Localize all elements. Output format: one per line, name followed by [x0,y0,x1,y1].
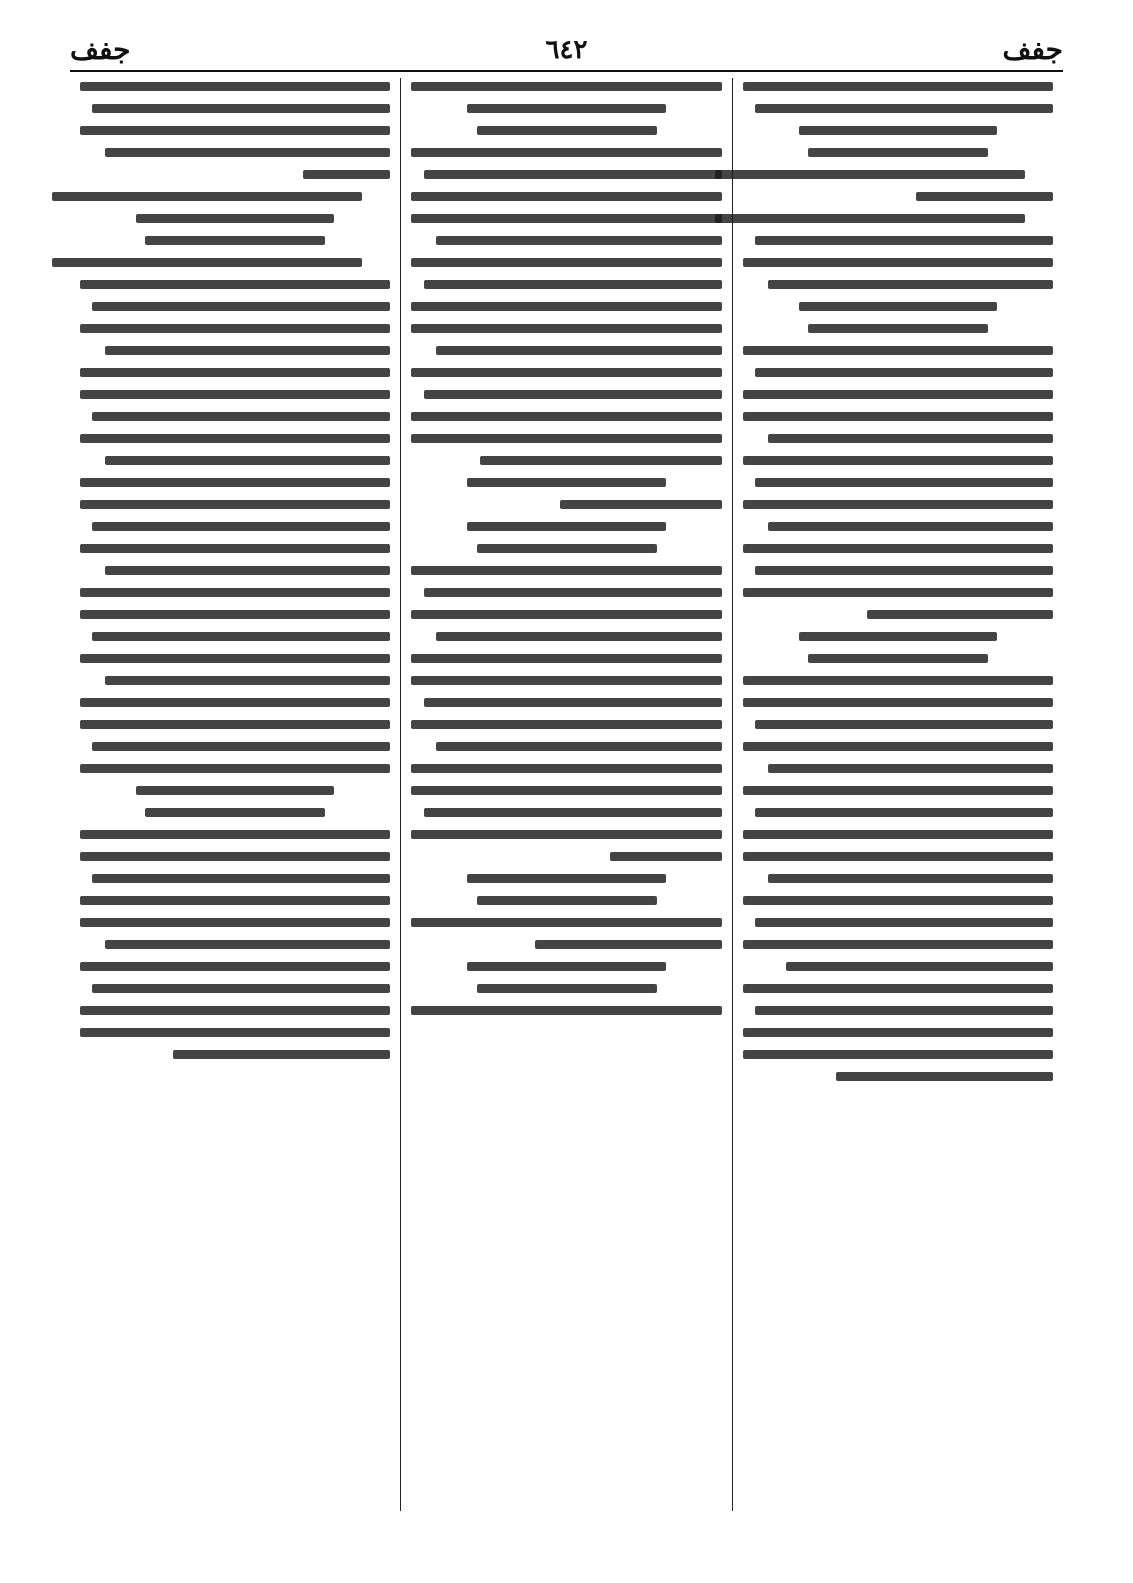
text-line [768,434,1054,443]
verse-line [136,786,335,795]
verse-line [145,236,325,245]
text-line [755,478,1053,487]
text-line [80,896,390,905]
text-line [411,764,721,773]
verse-line [136,214,335,223]
text-line [411,192,721,201]
text-line [80,500,390,509]
text-line [743,676,1053,685]
text-line [755,236,1053,245]
text-line [105,346,391,355]
text-line [80,478,390,487]
text-line [755,808,1053,817]
text-line [80,830,390,839]
text-line [755,1006,1053,1015]
text-line [92,412,390,421]
text-line [80,368,390,377]
text-line [411,566,721,575]
text-line [743,786,1053,795]
text-line [80,1028,390,1037]
text-line [411,654,721,663]
text-line [105,148,391,157]
text-line [755,104,1053,113]
text-line [411,302,721,311]
text-line [173,1050,390,1059]
text-line [52,192,362,201]
text-line [610,852,722,861]
column-left [70,78,400,1511]
text-line [768,874,1054,883]
text-line [80,852,390,861]
page-body [70,78,1063,1511]
text-line [424,698,722,707]
text-line [92,302,390,311]
column-divider [732,78,733,1511]
text-line [80,280,390,289]
text-line [92,742,390,751]
text-line [436,236,722,245]
text-line [768,280,1054,289]
text-line [743,830,1053,839]
verse-line [467,874,666,883]
text-line [743,544,1053,553]
text-line [52,258,362,267]
text-line [743,412,1053,421]
text-line [411,148,721,157]
verse-line [808,148,988,157]
verse-line [799,302,998,311]
text-line [80,324,390,333]
text-line [80,390,390,399]
text-line [424,808,722,817]
text-line [743,742,1053,751]
text-line [92,632,390,641]
text-line [560,500,721,509]
text-line [411,720,721,729]
header-rule [70,70,1063,72]
text-line [80,1006,390,1015]
text-line [424,390,722,399]
text-line [411,434,721,443]
text-line [480,456,722,465]
text-line [92,984,390,993]
verse-line [477,896,657,905]
text-line [535,940,721,949]
text-line [80,962,390,971]
text-line [743,82,1053,91]
verse-line [145,808,325,817]
text-line [411,214,721,223]
text-line [715,214,1025,223]
text-line [424,588,722,597]
text-line [411,830,721,839]
text-line [80,610,390,619]
text-line [743,500,1053,509]
text-line [411,610,721,619]
verse-line [808,654,988,663]
text-line [424,170,722,179]
text-line [768,522,1054,531]
text-line [105,940,391,949]
header-left-word: جفف [70,33,131,66]
text-line [80,698,390,707]
verse-line [467,522,666,531]
text-line [411,368,721,377]
text-line [80,588,390,597]
text-line [80,654,390,663]
text-line [105,566,391,575]
verse-line [467,962,666,971]
header-right-word: جفف [1002,33,1063,66]
text-line [424,280,722,289]
text-line [743,588,1053,597]
text-line [80,126,390,135]
verse-line [477,984,657,993]
verse-line [477,126,657,135]
text-line [743,896,1053,905]
text-line [436,632,722,641]
text-line [303,170,390,179]
text-line [92,104,390,113]
text-line [411,676,721,685]
text-line [92,522,390,531]
page-number: ٦٤٢ [545,35,588,65]
verse-line [799,632,998,641]
verse-line [477,544,657,553]
text-line [436,346,722,355]
text-line [786,962,1053,971]
text-line [743,1028,1053,1037]
text-line [80,544,390,553]
text-line [105,676,391,685]
text-line [105,456,391,465]
verse-line [467,104,666,113]
text-line [768,764,1054,773]
text-line [743,1050,1053,1059]
text-line [92,874,390,883]
text-line [836,1072,1053,1081]
text-line [715,170,1025,179]
text-line [411,786,721,795]
verse-line [808,324,988,333]
text-line [755,368,1053,377]
verse-line [467,478,666,487]
column-right [733,78,1063,1511]
text-line [743,984,1053,993]
text-line [411,918,721,927]
text-line [743,852,1053,861]
text-line [867,610,1053,619]
column-middle [401,78,731,1511]
text-line [411,324,721,333]
text-line [411,258,721,267]
text-line [743,940,1053,949]
text-line [80,434,390,443]
text-line [411,412,721,421]
text-line [80,764,390,773]
text-line [743,258,1053,267]
text-line [80,918,390,927]
text-line [916,192,1053,201]
column-divider [400,78,401,1511]
text-line [743,390,1053,399]
text-line [436,742,722,751]
text-line [80,720,390,729]
text-line [755,566,1053,575]
text-line [80,82,390,91]
verse-line [799,126,998,135]
text-line [755,918,1053,927]
text-line [743,698,1053,707]
text-line [743,346,1053,355]
text-line [411,1006,721,1015]
text-line [755,720,1053,729]
text-line [411,82,721,91]
text-line [743,456,1053,465]
